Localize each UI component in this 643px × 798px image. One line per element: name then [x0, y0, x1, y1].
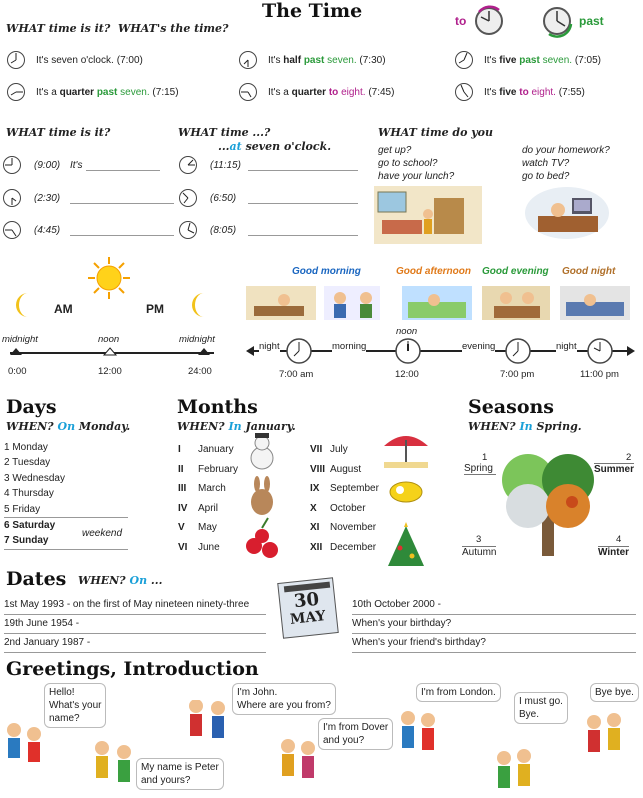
date-item: 19th June 1954 -: [4, 615, 266, 634]
greet-night: Good night: [562, 266, 616, 277]
expr-row: [6, 82, 179, 102]
exercise-time: (8:05): [210, 224, 237, 236]
dates-question: [78, 574, 162, 587]
to-past-diagram: [455, 4, 615, 38]
expr-time: (7:55): [558, 86, 585, 98]
speech-bubble-dover: I'm from Dover and you?: [318, 718, 393, 750]
kids-pair-3: [189, 700, 225, 738]
month-num: XI: [310, 522, 320, 534]
greet-afternoon: Good afternoon: [396, 266, 471, 277]
tl-night: night: [259, 341, 280, 352]
christmas-tree-icon: [388, 522, 424, 566]
clock-timeline: [244, 336, 636, 366]
to-label: to: [455, 14, 467, 28]
day-item-weekend: 7 Sunday: [4, 533, 128, 549]
month-num: V: [178, 522, 185, 534]
month-num: IX: [310, 483, 320, 495]
months-left: [178, 440, 238, 558]
day-item: 2 Tuesday: [4, 457, 51, 469]
expr-past: past: [96, 86, 118, 98]
clock-icon: [238, 82, 258, 102]
month-num: IV: [178, 502, 188, 514]
timeline-midnight: midnight: [2, 334, 38, 345]
answer-line[interactable]: [248, 225, 358, 236]
season-num-2: 2: [626, 452, 632, 463]
speech-bubble-hello: Hello! What's your name?: [44, 683, 106, 728]
clock-icon: [178, 188, 198, 208]
month-num: III: [178, 483, 187, 495]
expr-row: [6, 50, 143, 70]
days-title: Days: [6, 396, 57, 418]
answer-line[interactable]: [86, 160, 160, 171]
timeline-midnight-end: midnight: [179, 334, 215, 345]
rabbit-icon: [251, 476, 273, 515]
season-num-3: 3: [476, 534, 482, 545]
exercise-row: [178, 220, 358, 240]
weekend-label: weekend: [82, 528, 123, 539]
q-on: On: [57, 420, 76, 433]
page-title: The Time: [262, 0, 363, 22]
do-item: have your lunch?: [378, 171, 455, 182]
dates-right: [352, 596, 636, 653]
kids-pair-2: [95, 741, 131, 782]
exercise-time: (9:00): [34, 159, 61, 171]
q-in: In: [519, 420, 533, 433]
hat-icon: [390, 482, 422, 502]
expr-row: [238, 82, 394, 102]
dates-title: Dates: [6, 568, 67, 590]
expr-past: past: [303, 54, 325, 66]
expr-time: (7:45): [368, 86, 395, 98]
sun-icon: [87, 256, 131, 300]
speech-bubble-john: I'm John. Where are you from?: [232, 683, 336, 715]
calendar-day: 30: [292, 588, 321, 613]
clock-icon: [2, 220, 22, 240]
q-when: WHEN?: [6, 420, 54, 433]
q-rest: January.: [245, 420, 296, 433]
answer-line[interactable]: [248, 160, 358, 171]
homework-illustration: [524, 186, 610, 240]
tl-evening: evening: [462, 341, 496, 352]
daytime-illustrations: [244, 282, 634, 322]
tl-t1: 7:00 am: [279, 369, 314, 380]
days-question: [6, 420, 130, 433]
date-item: When's your friend's birthday?: [352, 634, 636, 653]
kids-pair-4: [281, 739, 315, 778]
exercise-row: [2, 188, 174, 208]
exercise-row: [178, 155, 358, 175]
clock-icon: [6, 50, 26, 70]
season-autumn: Autumn: [462, 547, 497, 558]
do-item: do your homework?: [522, 145, 610, 156]
expr-to: to: [328, 86, 339, 98]
day-item: 3 Wednesday: [4, 472, 65, 484]
q-when: WHEN?: [78, 574, 126, 587]
month-name: December: [330, 541, 377, 553]
greet-morning: Good morning: [292, 266, 361, 277]
months-title: Months: [177, 396, 258, 418]
expr-text: It's: [484, 86, 497, 98]
q-on: On: [129, 574, 148, 587]
tl-t4: 11:00 pm: [580, 369, 619, 380]
day-item: 5 Friday: [4, 503, 41, 515]
do-list-right: [522, 144, 610, 183]
month-name: April: [198, 502, 219, 514]
q-rest: ...: [150, 574, 163, 587]
exercise-time: (4:45): [34, 224, 61, 236]
expr-text: It's seven o'clock.: [36, 54, 114, 66]
month-name: February: [198, 463, 239, 475]
expr-row: [238, 50, 386, 70]
day-item-weekend: 6 Saturday: [4, 517, 128, 533]
kids-pair-5: [401, 711, 435, 750]
day-item: 1 Monday: [4, 442, 48, 453]
day-timeline: [6, 345, 218, 361]
tl-t3: 7:00 pm: [500, 369, 535, 380]
do-item: get up?: [378, 145, 412, 156]
exercise-prefix: It's: [70, 159, 83, 171]
month-num: XII: [310, 541, 323, 553]
month-num: I: [178, 444, 181, 455]
do-item: watch TV?: [522, 158, 570, 169]
month-name: June: [198, 541, 220, 553]
expr-time: (7:30): [359, 54, 386, 66]
am-label: AM: [54, 302, 73, 316]
month-num: X: [310, 502, 317, 514]
season-num-1: 1: [482, 452, 488, 463]
exercise-clocks: [0, 155, 360, 245]
month-num: VI: [178, 541, 188, 553]
season-num-4: 4: [616, 534, 622, 545]
exercise-time: (2:30): [34, 192, 61, 204]
expr-key: half: [283, 54, 302, 66]
pm-label: PM: [146, 302, 164, 316]
exercise-time: (6:50): [210, 192, 237, 204]
month-illustrations-right: [380, 430, 432, 570]
expr-text: It's: [268, 54, 281, 66]
month-num: II: [178, 463, 184, 475]
month-illustrations-left: [240, 432, 286, 564]
exercise-row: [2, 155, 160, 175]
month-name: May: [198, 522, 217, 534]
months-right: [310, 440, 379, 558]
month-name: January: [198, 444, 234, 455]
cherries-icon: [246, 518, 278, 558]
clock-past-icon: [541, 4, 573, 38]
exercise-q3: WHAT time do you: [378, 126, 494, 139]
expr-to: to: [519, 86, 529, 98]
q-in: In: [228, 420, 242, 433]
clock-icon: [6, 82, 26, 102]
expr-key: five: [499, 54, 517, 66]
date-item: When's your birthday?: [352, 615, 636, 634]
month-num: VII: [310, 444, 323, 455]
answer-line[interactable]: [70, 193, 174, 204]
month-num: VIII: [310, 463, 326, 475]
greet-evening: Good evening: [482, 266, 549, 277]
greetings-title: Greetings, Introduction: [6, 658, 259, 680]
expr-rest: eight.: [341, 86, 366, 98]
expr-text: It's a: [268, 86, 289, 98]
exercise-q2a: WHAT time ...?: [178, 126, 271, 139]
month-name: November: [330, 522, 377, 534]
expr-past: past: [519, 54, 540, 66]
bedroom-illustration: [374, 186, 482, 244]
month-name: March: [198, 483, 226, 495]
exercise-row: [178, 188, 358, 208]
expr-row: [454, 82, 585, 102]
expr-rest: eight.: [531, 86, 556, 98]
question-whats-the-time: WHAT's the time?: [118, 22, 229, 35]
beach-umbrella-icon: [384, 436, 428, 468]
speech-bubble-bye: Bye bye.: [590, 683, 639, 702]
date-item: 10th October 2000 -: [352, 596, 636, 615]
expr-key: quarter: [59, 86, 95, 98]
answer-line[interactable]: [248, 193, 358, 204]
moon-icon: [190, 292, 210, 318]
expr-row: [454, 50, 601, 70]
do-item: go to school?: [378, 158, 438, 169]
q2b-rest: seven o'clock.: [245, 140, 332, 153]
season-winter: Winter: [598, 547, 630, 558]
q2b-pre: ...: [218, 140, 230, 153]
month-name: October: [330, 502, 366, 514]
q2b-at: at: [229, 140, 242, 153]
expr-time: (7:00): [116, 54, 143, 66]
past-label: past: [579, 14, 604, 28]
month-name: July: [330, 444, 348, 455]
clock-icon: [238, 50, 258, 70]
month-name: August: [330, 463, 362, 475]
date-item: 2nd January 1987 -: [4, 634, 266, 653]
tl-t2: 12:00: [395, 369, 419, 380]
q-rest: Monday.: [78, 420, 131, 433]
expr-time: (7:05): [574, 54, 601, 66]
dates-left: [4, 596, 266, 653]
moon-icon: [14, 292, 34, 318]
time-0: 0:00: [8, 366, 27, 377]
answer-line[interactable]: [70, 225, 174, 236]
timeline-noon: noon: [98, 334, 120, 345]
expr-rest: seven.: [120, 86, 150, 98]
clock-icon: [454, 82, 474, 102]
speech-bubble-london: I'm from London.: [416, 683, 501, 702]
q-rest: Spring.: [536, 420, 582, 433]
season-spring: Spring: [464, 463, 496, 475]
q-when: WHEN?: [468, 420, 516, 433]
greeting-people-illustration: [0, 700, 643, 796]
expr-key: quarter: [291, 86, 327, 98]
day-item: 4 Thursday: [4, 488, 54, 500]
calendar-icon: [280, 580, 336, 636]
clock-icon: [454, 50, 474, 70]
time-24: 24:00: [188, 366, 212, 377]
expr-rest: seven.: [327, 54, 357, 66]
question-what-time: WHAT time is it?: [6, 22, 111, 35]
do-list-left: [378, 144, 454, 183]
timeline-noon-label: noon: [396, 326, 418, 337]
expr-key: five: [499, 86, 517, 98]
speech-bubble-peter: My name is Peter and yours?: [136, 758, 224, 790]
tl-night2: night: [556, 341, 577, 352]
clock-icon: [2, 188, 22, 208]
expr-text: It's: [484, 54, 497, 66]
clock-icon: [178, 155, 198, 175]
time-expressions: [6, 50, 636, 110]
exercise-q1: WHAT time is it?: [6, 126, 111, 139]
expr-rest: seven.: [542, 54, 573, 66]
do-item: go to bed?: [522, 171, 570, 182]
month-name: September: [330, 483, 379, 495]
snowman-icon: [251, 433, 273, 469]
clock-icon: [2, 155, 22, 175]
time-12: 12:00: [98, 366, 122, 377]
seasons-tree-icon: [494, 448, 602, 560]
exercise-q2b: [218, 140, 331, 153]
q-when: WHEN?: [177, 420, 225, 433]
top-question: [6, 22, 229, 35]
seasons-question: [468, 420, 582, 433]
kids-pair-7: [587, 713, 621, 752]
speech-bubble-must-go: I must go. Bye.: [514, 692, 568, 724]
clock-icon: [178, 220, 198, 240]
date-item: 1st May 1993 - on the first of May nineteen ninety-three: [4, 596, 266, 615]
expr-text: It's a: [36, 86, 57, 98]
exercise-row: [2, 220, 174, 240]
season-summer: Summer: [594, 464, 635, 475]
seasons-title: Seasons: [468, 396, 555, 418]
kids-pair-6: [497, 749, 531, 788]
calendar-month: MAY: [289, 608, 327, 628]
exercise-time: (11:15): [210, 159, 241, 171]
clock-to-icon: [473, 4, 505, 38]
tl-morning: morning: [332, 341, 367, 352]
kids-pair-1: [7, 723, 41, 762]
expr-time: (7:15): [152, 86, 179, 98]
